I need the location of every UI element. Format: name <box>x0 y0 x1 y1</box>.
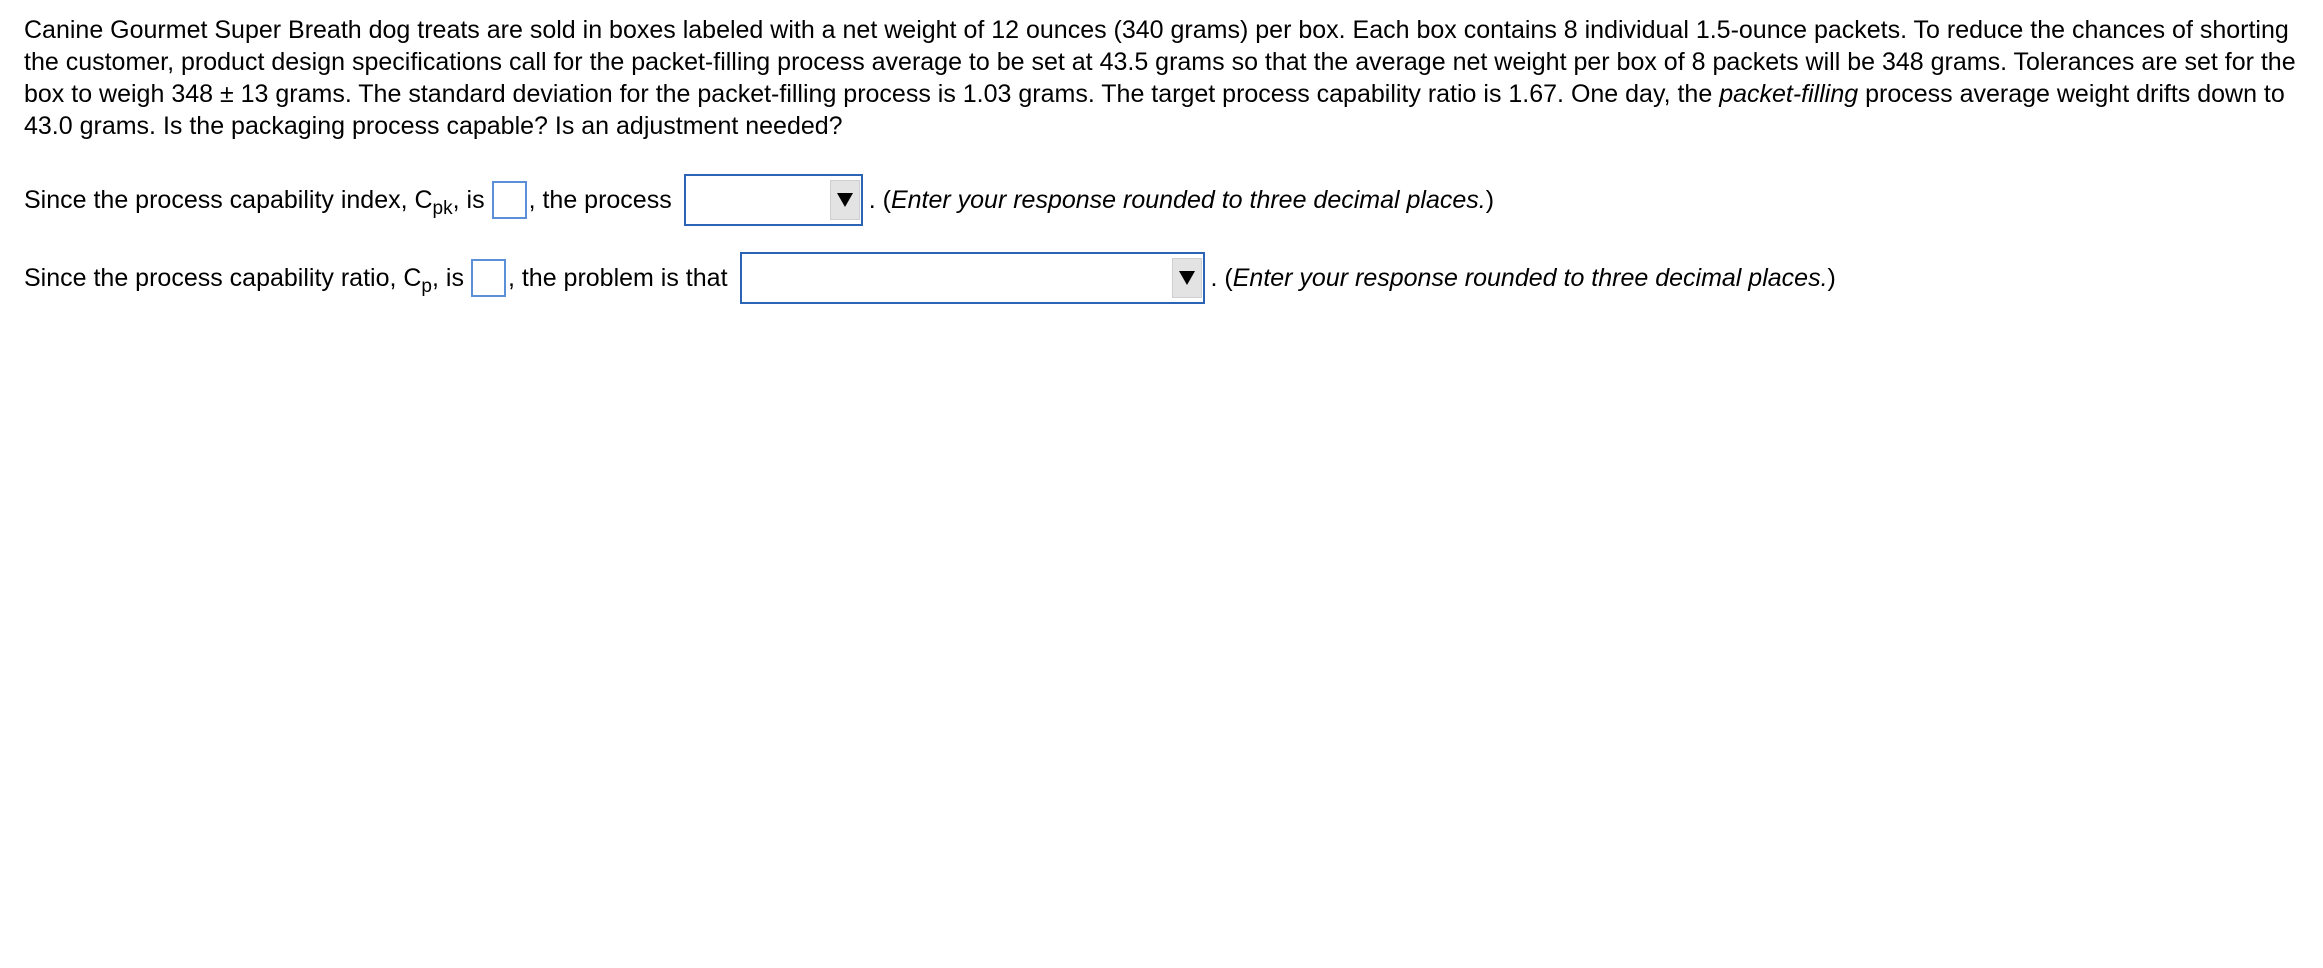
problem-text-part-2: process average weight drifts down to 43.0 grams. Is the packaging process capable? Is an adjustment needed? <box>24 80 2285 140</box>
cp-instruction-close: ) <box>1827 264 1836 292</box>
cp-question-row <box>24 251 2299 305</box>
problem-statement <box>24 14 2314 142</box>
cpk-subscript: pk <box>432 198 453 219</box>
cpk-instruction <box>869 184 1494 216</box>
cp-instruction-text: Enter your response rounded to three decimal places. <box>1232 264 1828 292</box>
cp-question-is: , is <box>432 264 464 292</box>
question-page <box>0 0 2323 305</box>
cp-question-middle: , the problem is that <box>507 264 728 292</box>
cp-answer-input[interactable] <box>471 259 506 297</box>
cp-problem-dropdown[interactable] <box>740 252 1205 304</box>
triangle-down-icon[interactable] <box>830 180 860 220</box>
cpk-instruction-close: ) <box>1485 186 1495 214</box>
cpk-question-row <box>24 173 2299 227</box>
cp-question-prefix: Since the process capability ratio, C <box>24 264 422 292</box>
cpk-question-middle: , the process <box>528 186 672 214</box>
problem-italic-term: packet-filling <box>1719 80 1859 108</box>
cpk-question-is: , is <box>452 186 485 214</box>
cp-instruction <box>1211 262 1836 294</box>
cpk-question-prefix: Since the process capability index, C <box>24 186 433 214</box>
cpk-answer-input[interactable] <box>492 181 527 219</box>
cpk-process-dropdown[interactable] <box>684 174 863 226</box>
cpk-instruction-text: Enter your response rounded to three decimal places. <box>890 186 1486 214</box>
cpk-instruction-open: . ( <box>868 186 891 214</box>
cp-subscript: p <box>421 276 432 297</box>
cp-instruction-open: . ( <box>1210 264 1233 292</box>
problem-text-part-1: Canine Gourmet Super Breath dog treats are sold in boxes labeled with a net weight of 12 ounces (340 grams) per box. Each box contains 8 individual 1.5-ounce packets. To reduce the chances of shorting the customer, product design specifications call for the packet-filling process average to be set at 43.5 grams so that the average net weight per box of 8 packets will be 348 grams. Tolerances are set for the box to weigh 348 ± 13 grams. The standard deviation for the packet-filling process is 1.03 grams. The target process capability ratio is 1.67. One day, the <box>24 16 2296 108</box>
triangle-down-icon[interactable] <box>1172 258 1202 298</box>
